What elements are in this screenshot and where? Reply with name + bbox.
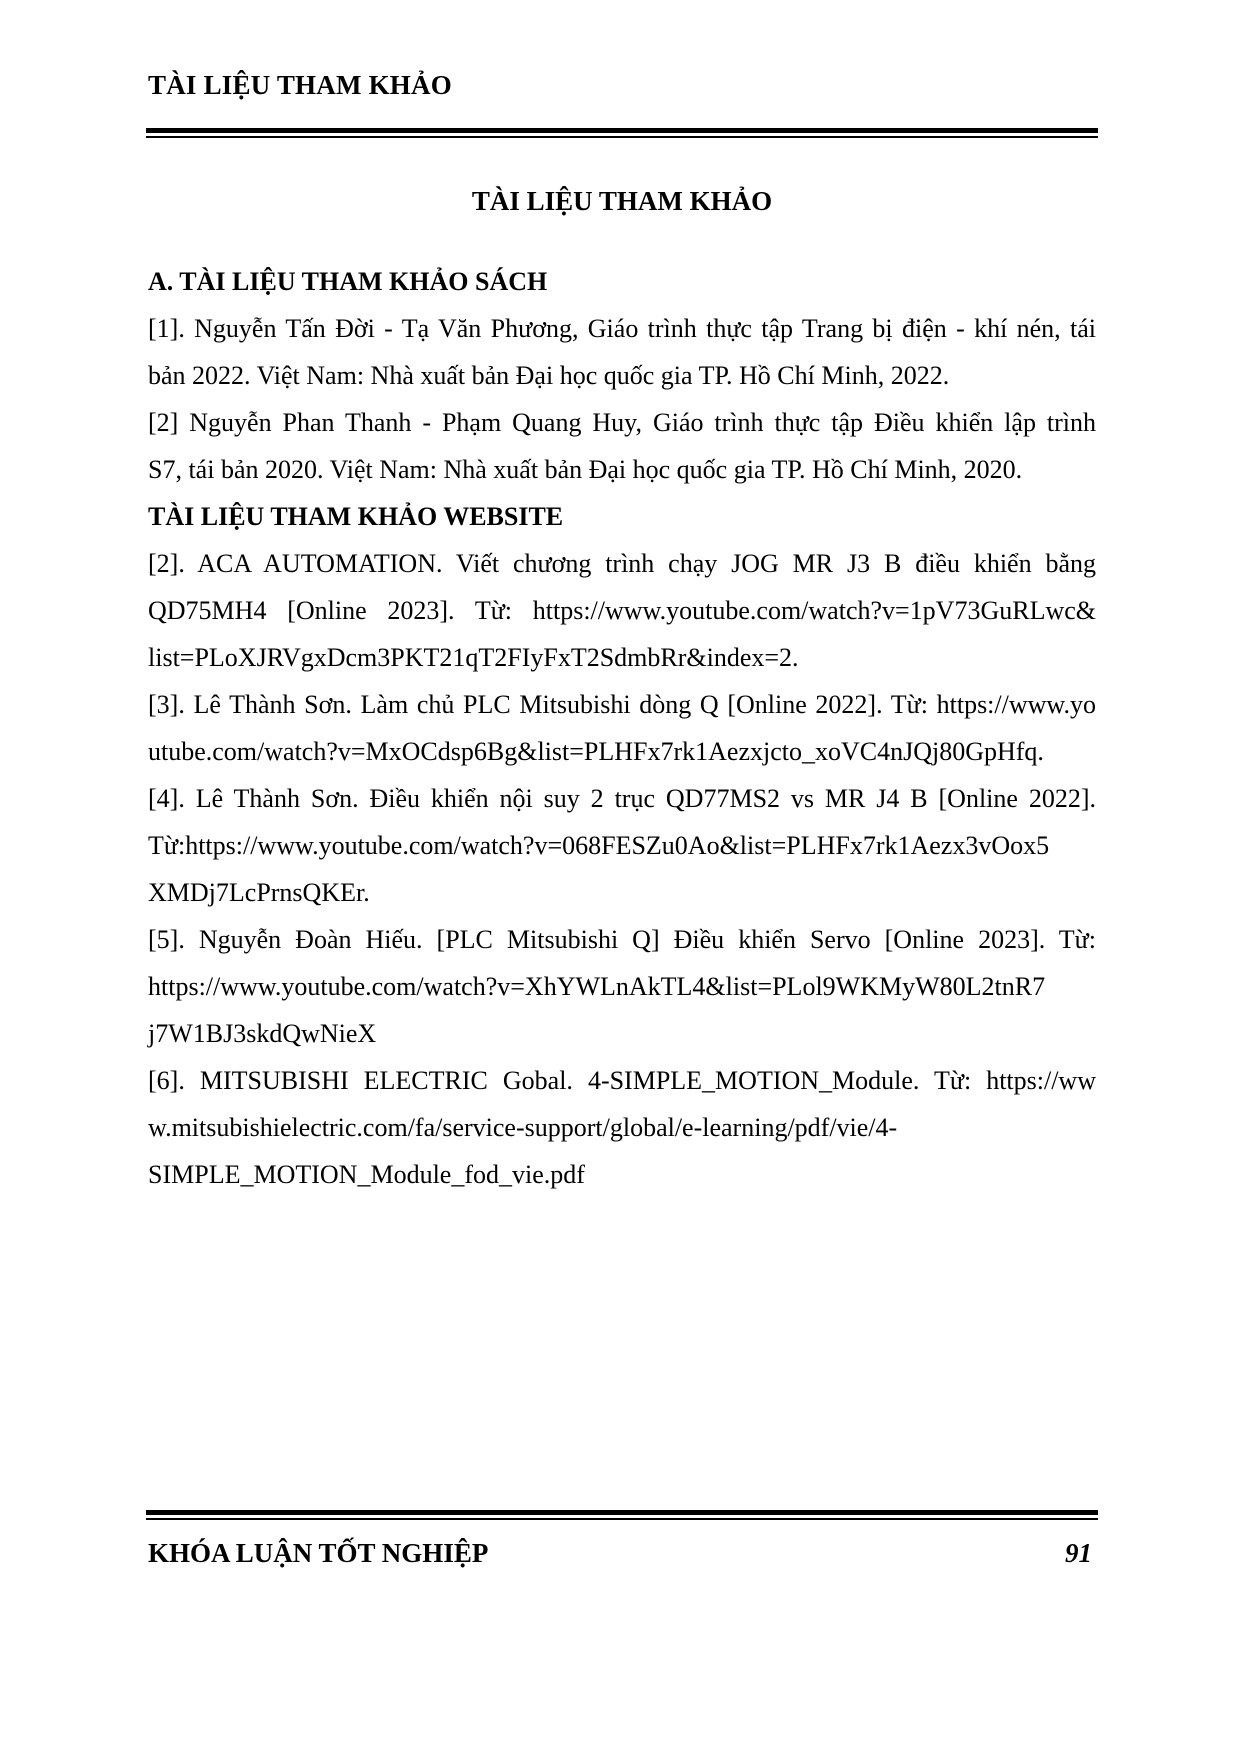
reference-item <box>148 305 1096 399</box>
section-heading-books: A. TÀI LIỆU THAM KHẢO SÁCH <box>148 267 548 296</box>
reference-line: utube.com/watch?v=MxOCdsp6Bg&list=PLHFx7rk1Aezxjcto_xoVC4nJQj80GpHfq. <box>148 737 1044 766</box>
reference-line: XMDj7LcPrnsQKEr. <box>148 878 370 907</box>
reference-line: [3]. Lê Thành Sơn. Làm chủ PLC Mitsubishi dòng Q [Online 2022]. Từ: https://www.yo <box>148 690 1096 719</box>
reference-item <box>148 399 1096 493</box>
reference-line: bản 2022. Việt Nam: Nhà xuất bản Đại học quốc gia TP. Hồ Chí Minh, 2022. <box>148 361 950 390</box>
reference-line: [1]. Nguyễn Tấn Đời - Tạ Văn Phương, Giáo trình thực tập Trang bị điện - khí nén, tái <box>148 314 1096 343</box>
reference-line: [2] Nguyễn Phan Thanh - Phạm Quang Huy, Giáo trình thực tập Điều khiển lập trình <box>148 408 1096 437</box>
section-heading-websites: TÀI LIỆU THAM KHẢO WEBSITE <box>148 502 564 531</box>
reference-line: [5]. Nguyễn Đoàn Hiếu. [PLC Mitsubishi Q] Điều khiển Servo [Online 2023]. Từ: <box>148 925 1096 954</box>
books-reference-list <box>148 305 1096 493</box>
reference-line: SIMPLE_MOTION_Module_fod_vie.pdf <box>148 1160 585 1189</box>
reference-line: [4]. Lê Thành Sơn. Điều khiển nội suy 2 trục QD77MS2 vs MR J4 B [Online 2022]. <box>148 784 1096 813</box>
reference-item <box>148 681 1096 775</box>
running-header-title: TÀI LIỆU THAM KHẢO <box>148 70 452 100</box>
reference-item <box>148 540 1096 681</box>
reference-line: list=PLoXJRVgxDcm3PKT21qT2FIyFxT2SdmbRr&index=2. <box>148 643 799 672</box>
reference-item <box>148 916 1096 1057</box>
page-number: 91 <box>1065 1538 1092 1568</box>
reference-line: QD75MH4 [Online 2023]. Từ: https://www.youtube.com/watch?v=1pV73GuRLwc& <box>148 596 1096 625</box>
reference-line: S7, tái bản 2020. Việt Nam: Nhà xuất bản Đại học quốc gia TP. Hồ Chí Minh, 2020. <box>148 455 1023 484</box>
reference-line: Từ:https://www.youtube.com/watch?v=068FESZu0Ao&list=PLHFx7rk1Aezx3vOox5 <box>148 831 1050 860</box>
reference-item <box>148 1057 1096 1198</box>
reference-line: [6]. MITSUBISHI ELECTRIC Gobal. 4-SIMPLE_MOTION_Module. Từ: https://ww <box>148 1066 1096 1095</box>
website-reference-list <box>148 540 1096 1198</box>
footer-divider <box>146 1510 1098 1520</box>
reference-line: https://www.youtube.com/watch?v=XhYWLnAkTL4&list=PLol9WKMyW80L2tnR7 <box>148 972 1046 1001</box>
page-heading: TÀI LIỆU THAM KHẢO <box>471 186 773 216</box>
header-divider <box>146 128 1098 138</box>
reference-line: j7W1BJ3skdQwNieX <box>148 1019 377 1048</box>
reference-line: w.mitsubishielectric.com/fa/service-support/global/e-learning/pdf/vie/4- <box>148 1113 898 1142</box>
references-body <box>148 258 1096 1198</box>
running-footer-title: KHÓA LUẬN TỐT NGHIỆP <box>148 1538 489 1568</box>
reference-item <box>148 775 1096 916</box>
reference-line: [2]. ACA AUTOMATION. Viết chương trình chạy JOG MR J3 B điều khiển bằng <box>148 549 1096 578</box>
